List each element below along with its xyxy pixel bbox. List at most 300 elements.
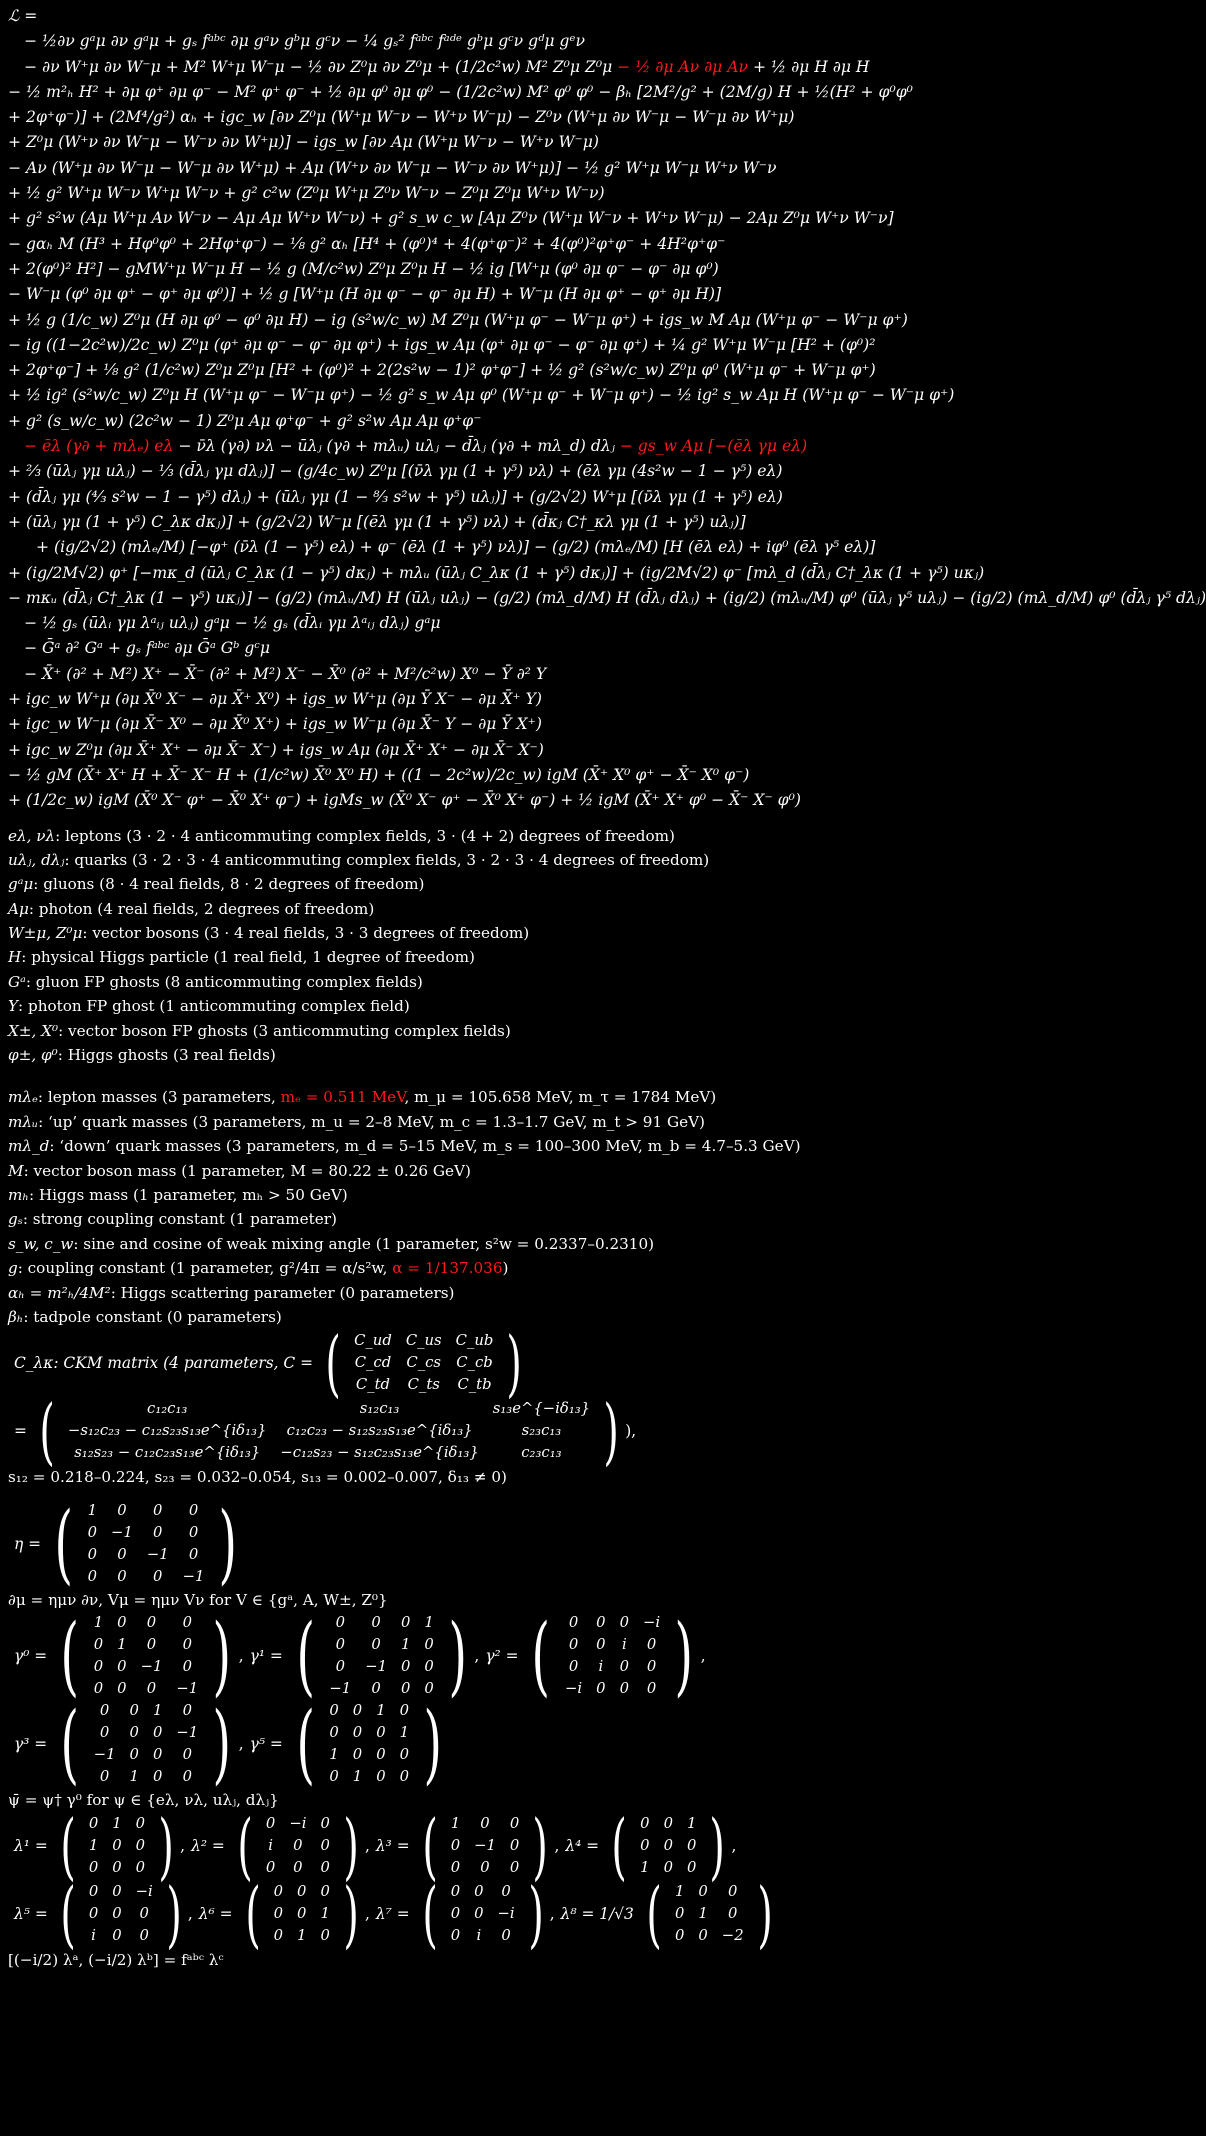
matrix-cell: 0 <box>335 1658 345 1676</box>
ckm-suffix: ), <box>625 1422 637 1441</box>
matrix-cell: 0 <box>663 1815 673 1833</box>
matrix-row <box>87 1612 205 1634</box>
matrix-cell: 1 <box>698 1905 708 1923</box>
separator: , <box>731 1837 737 1856</box>
matrix-cell: 0 <box>568 1658 579 1676</box>
matrix-cell: 0 <box>509 1815 520 1833</box>
separator: , <box>238 1735 244 1754</box>
matrix-cell: 0 <box>265 1815 276 1833</box>
matrix-cell: 0 <box>117 1614 127 1632</box>
right-paren: ) <box>343 1872 359 1957</box>
matrix-cell: 0 <box>87 1523 97 1541</box>
parameter-description: : strong coupling constant (1 parameter) <box>22 1210 337 1229</box>
matrix-cell: 0 <box>88 1859 99 1877</box>
term: − ½ m²ₕ H² + ∂μ φ⁺ ∂μ φ⁻ − M² φ⁺ φ⁻ + ½ ∂μ φ⁰ ∂μ φ⁰ − (1/2c²w) M² φ⁰ φ⁰ − βₕ [2M²/g² + (2M/g) H + ½(H² + φ⁰φ⁰ <box>8 82 913 101</box>
matrix-cell: 0 <box>509 1859 520 1877</box>
matrix-row <box>82 1925 160 1947</box>
matrix-label: λ⁷ = <box>375 1905 410 1924</box>
lagrangian-header: ℒ = <box>8 7 38 25</box>
matrix-cell: −1 <box>329 1680 352 1698</box>
matrix-table <box>444 1881 522 1947</box>
matrix-row <box>267 1903 337 1925</box>
matrix-row <box>87 1700 205 1722</box>
matrix-cell: 1 <box>376 1702 386 1720</box>
matrix-cell: 1 <box>424 1614 434 1632</box>
matrix-cell: 0 <box>646 1658 657 1676</box>
term: + (d̄λⱼ γμ (⁴⁄₃ s²w − 1 − γ⁵) dλⱼ) + (ūλⱼ γμ (1 − ⁸⁄₃ s²w + γ⁵) uλⱼ)] + (g/2√2) W⁺μ [(ν̄λ γμ (1 + γ⁵) eλ) <box>8 487 783 506</box>
matrix-table <box>633 1813 703 1879</box>
matrix-cell: i <box>621 1636 627 1654</box>
field-symbol: Gᵃ <box>8 972 26 991</box>
matrix-cell: 0 <box>182 1658 192 1676</box>
matrix <box>605 1804 731 1889</box>
matrix-cell: 0 <box>146 1636 157 1654</box>
lagrangian-block <box>8 4 1206 814</box>
parameter-description: : sine and cosine of weak mixing angle (1 parameter, s²w = 0.2337–0.2310) <box>73 1234 655 1253</box>
matrix <box>47 1493 245 1594</box>
field-entry <box>8 872 790 896</box>
matrix-cell: 0 <box>371 1614 381 1632</box>
matrix-cell: i <box>476 1927 482 1945</box>
lagrangian-line <box>8 383 955 408</box>
field-entry <box>8 921 790 945</box>
lagrangian-line <box>8 80 913 105</box>
matrix-cell: 0 <box>320 1883 330 1901</box>
lagrangian-line <box>8 232 790 257</box>
field-legend <box>8 824 790 1068</box>
field-entry <box>8 1043 790 1067</box>
term: + 2(φ⁰)² H²] − gMW⁺μ W⁻μ H − ½ g (M/c²w) Z⁰μ Z⁰μ H − ½ ig [W⁺μ (φ⁰ ∂μ φ⁻ − φ⁻ ∂μ φ⁰) <box>8 259 719 278</box>
gell-mann-row-2 <box>8 1872 790 1957</box>
matrix-row <box>558 1612 667 1634</box>
matrix-cell: 0 <box>135 1837 146 1855</box>
matrix-row <box>558 1678 667 1700</box>
term: − X̄⁺ (∂² + M²) X⁺ − X̄⁻ (∂² + M²) X⁻ − X̄⁰ (∂² + M²/c²w) X⁰ − Ȳ ∂² Y <box>24 664 547 683</box>
matrix-cell: 0 <box>293 1837 303 1855</box>
matrix-cell: 0 <box>401 1680 411 1698</box>
matrix-cell: −1 <box>365 1658 387 1676</box>
matrix-row <box>633 1835 703 1857</box>
matrix-cell: 0 <box>509 1837 520 1855</box>
left-paren: ( <box>244 1872 261 1957</box>
matrix-cell: s₁₂s₂₃ − c₁₂c₂₃s₁₃e^{iδ₁₃} <box>74 1444 261 1462</box>
matrix-label: γ⁰ = <box>14 1647 48 1666</box>
term: + (ig/2M√2) φ⁺ [−mκ_d (ūλⱼ C_λκ (1 − γ⁵) dκⱼ) + mλᵤ (ūλⱼ C_λκ (1 + γ⁵) dκⱼ)] + (ig/2M√2) φ⁻ [mλ_d (d̄λⱼ C†_λκ (1 + γ⁵) uκⱼ) <box>8 563 985 582</box>
gamma-matrices-row-2 <box>8 1694 790 1795</box>
parameter-entry <box>8 1134 801 1158</box>
matrix-cell: 0 <box>129 1746 139 1764</box>
matrix-row <box>87 1744 205 1766</box>
matrix-cell: 0 <box>371 1636 381 1654</box>
matrix-row <box>322 1744 416 1766</box>
matrix-cell: 0 <box>568 1636 579 1654</box>
parameter-entry <box>8 1207 790 1231</box>
field-description: : vector bosons (3 · 4 real fields, 3 · 3 degrees of freedom) <box>82 924 530 943</box>
parameter-entry <box>8 1256 790 1280</box>
lagrangian-line <box>8 308 908 333</box>
matrix-cell: 0 <box>450 1905 461 1923</box>
matrix-cell: 1 <box>320 1905 330 1923</box>
left-paren: ( <box>325 1321 341 1406</box>
term: + ½ ∂μ H ∂μ H <box>748 57 870 76</box>
term: − ig ((1−2c²w)/2c_w) Z⁰μ (φ⁺ ∂μ φ⁻ − φ⁻ ∂μ φ⁺) + igs_w Aμ (φ⁺ ∂μ φ⁻ − φ⁻ ∂μ φ⁺) + ¼ g² W⁺μ W⁻μ [H² + (φ⁰)² <box>8 335 876 354</box>
field-symbol: X±, X⁰ <box>8 1021 59 1040</box>
matrix-cell: 0 <box>663 1837 673 1855</box>
matrix-cell: 0 <box>698 1927 708 1945</box>
matrix-row <box>87 1678 205 1700</box>
matrix-cell: 0 <box>152 1746 163 1764</box>
parameter-symbol: s_w, c_w <box>8 1234 74 1253</box>
right-paren: ) <box>756 1872 773 1957</box>
matrix-cell: 0 <box>474 1905 484 1923</box>
matrix-cell: C_tb <box>457 1376 492 1394</box>
matrix-row <box>444 1835 527 1857</box>
parameter-description: : Higgs mass (1 parameter, mₕ > 50 GeV) <box>28 1185 348 1204</box>
parameter-entry <box>8 1110 790 1134</box>
parameter-description-tail: ) <box>502 1259 509 1278</box>
matrix-cell: 0 <box>273 1905 284 1923</box>
right-paren: ) <box>532 1804 549 1889</box>
parameter-symbol: mλₑ <box>8 1088 38 1107</box>
matrix-row <box>259 1857 337 1879</box>
parameter-description: : vector boson mass (1 parameter, M = 80.22 ± 0.26 GeV) <box>23 1161 471 1180</box>
matrix-table <box>668 1881 751 1947</box>
matrix-row <box>668 1925 751 1947</box>
matrix-cell: 1 <box>129 1768 139 1786</box>
matrix-cell: 0 <box>99 1702 110 1720</box>
left-paren: ( <box>532 1606 551 1707</box>
term: − Ḡᵃ ∂² Gᵃ + gₛ fᵃᵇᶜ ∂μ Ḡᵃ Gᵇ gᶜμ <box>24 639 271 658</box>
lagrangian-line <box>8 738 790 763</box>
field-symbol: Aμ <box>8 899 29 918</box>
matrix-row <box>444 1813 527 1835</box>
matrix-row <box>61 1442 597 1464</box>
matrix-cell: −1 <box>93 1746 116 1764</box>
field-symbol: eλ, νλ <box>8 826 56 845</box>
matrix-label: λ⁵ = <box>14 1905 48 1924</box>
matrix-cell: 0 <box>135 1859 146 1877</box>
matrix-cell: 0 <box>320 1859 330 1877</box>
matrix-cell: 0 <box>329 1702 339 1720</box>
matrix-cell: 0 <box>182 1636 192 1654</box>
matrix-cell: 0 <box>146 1614 157 1632</box>
parameter-entry <box>8 1281 790 1305</box>
matrix-row <box>82 1813 152 1835</box>
matrix-cell: 0 <box>352 1746 363 1764</box>
matrix-row <box>267 1881 337 1903</box>
left-paren: ( <box>60 1804 76 1889</box>
matrix-row <box>633 1857 703 1879</box>
matrix-cell: 0 <box>188 1523 199 1541</box>
lagrangian-line <box>8 358 876 383</box>
matrix-cell: 0 <box>596 1680 606 1698</box>
lagrangian-line <box>8 29 790 54</box>
matrix-cell: C_cs <box>406 1354 442 1372</box>
term: + (1/2c_w) igM (X̄⁰ X⁻ φ⁺ − X̄⁰ X⁺ φ⁻) + igMs_w (X̄⁰ X⁻ φ⁺ − X̄⁰ X⁺ φ⁻) + ½ igM (X̄⁺ X⁺ φ⁰ − X̄⁻ X⁻ φ⁰) <box>8 791 801 810</box>
lagrangian-line <box>8 586 1206 611</box>
matrix-cell: 0 <box>297 1905 307 1923</box>
matrix-row <box>347 1374 500 1396</box>
parameter-entry <box>8 1159 790 1183</box>
spacer <box>8 814 790 824</box>
lagrangian-line <box>8 257 790 282</box>
lagrangian-line <box>8 535 876 560</box>
right-paren: ) <box>506 1321 523 1406</box>
matrix-cell: 0 <box>117 1680 127 1698</box>
lagrangian-line <box>8 459 790 484</box>
matrix-row <box>558 1634 667 1656</box>
matrix-cell: 0 <box>182 1614 192 1632</box>
matrix-cell: 0 <box>93 1680 104 1698</box>
parameter-entry <box>8 1232 790 1256</box>
parameter-symbol: gₛ <box>8 1210 23 1229</box>
matrix <box>54 1872 188 1957</box>
field-symbol: gᵃμ <box>8 875 34 894</box>
parameter-description: : ‘up’ quark masses (3 parameters, m_u = 2–8 MeV, m_c = 1.3–1.7 GeV, m_t > 91 GeV) <box>38 1112 705 1131</box>
matrix-cell: 0 <box>619 1658 630 1676</box>
matrix-cell: 0 <box>480 1859 490 1877</box>
matrix-cell: 0 <box>399 1702 410 1720</box>
matrix-cell: 0 <box>329 1768 339 1786</box>
matrix-cell: −1 <box>140 1658 163 1676</box>
term: − ½ gM (X̄⁺ X⁺ H + X̄⁻ X⁻ H + (1/c²w) X̄⁰ X⁰ H) + ((1 − 2c²w)/2c_w) igM (X̄⁺ X⁰ φ⁺ − X̄⁻ X⁰ φ⁻) <box>8 765 750 784</box>
separator: , <box>474 1647 480 1666</box>
parameter-legend <box>8 1085 801 1329</box>
matrix-table <box>82 1881 160 1947</box>
matrix-row <box>87 1634 205 1656</box>
field-description: : vector boson FP ghosts (3 anticommuting complex fields) <box>58 1021 511 1040</box>
highlighted-value: α = 1/137.036 <box>392 1259 503 1278</box>
term: − mκᵤ (d̄λⱼ C†_λκ (1 − γ⁵) uκⱼ)] − (g/2) (mλᵤ/M) H (ūλⱼ uλⱼ) − (g/2) (mλ_d/M) H (d̄λⱼ dλⱼ) + (ig/2) (mλᵤ/M) φ⁰ (ūλⱼ γ⁵ uλⱼ) − (ig/2) (mλ_d/M) φ⁰ (d̄λⱼ γ⁵ dλⱼ) <box>8 588 1206 607</box>
matrix-cell: 0 <box>399 1746 410 1764</box>
matrix-cell: 1 <box>674 1883 685 1901</box>
matrix-row <box>322 1722 416 1744</box>
matrix-cell: 0 <box>112 1883 122 1901</box>
matrix-cell: 0 <box>640 1837 650 1855</box>
matrix-table <box>347 1330 500 1396</box>
matrix-cell: 1 <box>93 1614 104 1632</box>
right-paren: ) <box>343 1804 359 1889</box>
matrix-cell: 1 <box>640 1859 650 1877</box>
term: − Aν (W⁺μ ∂ν W⁻μ − W⁻μ ∂ν W⁺μ) + Aμ (W⁺ν ∂ν W⁻μ − W⁻ν ∂ν W⁺μ)] − ½ g² W⁺μ W⁻μ W⁺ν W⁻ν <box>8 158 777 177</box>
ckm-section <box>8 1321 790 1489</box>
right-paren: ) <box>423 1694 443 1795</box>
matrix-label: γ³ = <box>14 1735 48 1754</box>
matrix-cell: 0 <box>727 1883 738 1901</box>
left-paren: ( <box>60 1606 80 1707</box>
field-symbol: Y <box>8 997 19 1016</box>
matrix-row <box>81 1500 212 1522</box>
right-paren: ) <box>448 1606 467 1707</box>
matrix-cell: 0 <box>112 1905 122 1923</box>
matrix-row <box>82 1835 152 1857</box>
field-description: : leptons (3 · 2 · 4 anticommuting complex fields, 3 · (4 + 2) degrees of freedom) <box>55 826 675 845</box>
field-description: : photon (4 real fields, 2 degrees of freedom) <box>28 899 375 918</box>
matrix <box>33 1389 625 1474</box>
field-description: : gluon FP ghosts (8 anticommuting complex fields) <box>25 972 423 991</box>
matrix-cell: 0 <box>450 1859 461 1877</box>
matrix-cell: 0 <box>480 1815 490 1833</box>
matrix <box>319 1321 529 1406</box>
separator: , <box>180 1837 186 1856</box>
matrix-cell: −i <box>643 1614 661 1632</box>
ckm-label: C_λκ: CKM matrix (4 parameters, C = <box>14 1354 313 1373</box>
matrix-table <box>87 1612 205 1700</box>
parameter-symbol: g <box>8 1259 18 1278</box>
field-description: : Higgs ghosts (3 real fields) <box>57 1046 276 1065</box>
matrix-cell: −i <box>497 1905 515 1923</box>
matrix-cell: 1 <box>88 1837 99 1855</box>
matrix-cell: 0 <box>401 1658 411 1676</box>
matrix-table <box>259 1813 337 1879</box>
matrix <box>239 1872 365 1957</box>
matrix-cell: 1 <box>450 1815 461 1833</box>
lagrangian-line <box>8 333 876 358</box>
matrix-cell: 0 <box>117 1545 127 1563</box>
parameter-symbol: mλᵤ <box>8 1112 39 1131</box>
term: + Z⁰μ (W⁺ν ∂ν W⁻μ − W⁻ν ∂ν W⁺μ)] − igs_w [∂ν Aμ (W⁺μ W⁻ν − W⁺ν W⁻μ) <box>8 133 599 152</box>
lagrangian-line <box>8 636 790 661</box>
matrix-cell: 0 <box>112 1837 122 1855</box>
matrix-cell: 0 <box>474 1883 484 1901</box>
matrix-cell: 0 <box>117 1501 127 1519</box>
matrix-cell: 0 <box>188 1501 199 1519</box>
matrix-cell: 0 <box>146 1680 157 1698</box>
matrix-cell: 0 <box>99 1768 110 1786</box>
left-paren: ( <box>237 1804 253 1889</box>
matrix-cell: 1 <box>152 1702 163 1720</box>
matrix-cell: −1 <box>474 1837 496 1855</box>
matrix-cell: C_ts <box>407 1376 440 1394</box>
matrix-cell: 0 <box>117 1658 127 1676</box>
matrix-row <box>87 1722 205 1744</box>
matrix-row <box>81 1566 212 1588</box>
matrix <box>231 1804 365 1889</box>
matrix-cell: 1 <box>297 1927 307 1945</box>
parameter-entry <box>8 1183 790 1207</box>
matrix <box>416 1804 555 1889</box>
matrix-cell: 0 <box>153 1567 163 1585</box>
term: + 2φ⁺φ⁻)] + (2M⁴/g²) αₕ + igc_w [∂ν Z⁰μ (W⁺μ W⁻ν − W⁺ν W⁻μ) − Z⁰ν (W⁺μ ∂ν W⁻μ − W⁻μ ∂ν W⁺μ) <box>8 108 795 127</box>
field-entry <box>8 994 790 1018</box>
matrix-cell: 1 <box>399 1724 410 1742</box>
matrix-cell: −2 <box>721 1927 744 1945</box>
matrix-cell: 0 <box>117 1567 127 1585</box>
matrix-row <box>444 1903 522 1925</box>
matrix-cell: 0 <box>329 1724 339 1742</box>
matrix-cell: 0 <box>501 1883 511 1901</box>
matrix-cell: C_ub <box>455 1332 494 1350</box>
term: + ½ g (1/c_w) Z⁰μ (H ∂μ φ⁰ − φ⁰ ∂μ H) − ig (s²w/c_w) M Z⁰μ (W⁺μ φ⁻ − W⁻μ φ⁺) + igs_w M Aμ (W⁺μ φ⁻ − W⁻μ φ⁺) <box>8 310 908 329</box>
left-paren: ( <box>60 1694 80 1795</box>
separator: , <box>554 1837 560 1856</box>
matrix <box>524 1606 700 1707</box>
parameter-description-tail: , m_μ = 105.658 MeV, m_τ = 1784 MeV) <box>404 1088 717 1107</box>
parameter-symbol: αₕ = m²ₕ/4M² <box>8 1283 111 1302</box>
matrix-cell: 0 <box>182 1702 192 1720</box>
lagrangian-line <box>8 55 870 80</box>
matrix-cell: 0 <box>335 1636 345 1654</box>
matrix-table <box>61 1398 597 1464</box>
matrix-cell: 0 <box>376 1724 386 1742</box>
right-paren: ) <box>212 1606 232 1707</box>
ckm-explicit-row <box>8 1389 790 1474</box>
matrix-row <box>87 1766 205 1788</box>
matrix-cell: i <box>268 1837 273 1855</box>
left-paren: ( <box>421 1872 438 1957</box>
commutator-relation: [(−i/2) λᵃ, (−i/2) λᵇ] = fᵃᵇᶜ λᶜ <box>8 1951 224 1970</box>
matrix-cell: s₁₂c₁₃ <box>359 1400 400 1418</box>
matrix-cell: 0 <box>640 1815 650 1833</box>
matrix-cell: 0 <box>188 1545 199 1563</box>
matrix-table <box>322 1612 440 1700</box>
separator: , <box>238 1647 244 1666</box>
right-paren: ) <box>603 1389 619 1474</box>
matrix-cell: 0 <box>139 1905 149 1923</box>
metric-row <box>8 1493 790 1594</box>
term: − ½∂ν gᵃμ ∂ν gᵃμ + gₛ fᵃᵇᶜ ∂μ gᵃν gᵇμ gᶜν − ¼ gₛ² fᵃᵇᶜ fᵃᵈᵉ gᵇμ gᶜν gᵈμ gᵉν <box>24 32 585 51</box>
matrix-label: γ² = <box>485 1647 519 1666</box>
left-paren: ( <box>296 1606 315 1707</box>
term: + 2φ⁺φ⁻] + ⅛ g² (1/c²w) Z⁰μ Z⁰μ [H² + (φ⁰)² + 2(2s²w − 1)² φ⁺φ⁻] + ½ g² (s²w/c_w) Z⁰μ φ⁰ (W⁺μ φ⁻ + W⁻μ φ⁺) <box>8 361 876 380</box>
matrix-cell: 0 <box>596 1636 606 1654</box>
lagrangian-line <box>8 662 790 687</box>
matrix-row <box>347 1352 500 1374</box>
field-entry <box>8 824 790 848</box>
matrix-cell: 1 <box>87 1501 97 1519</box>
matrix-cell: 0 <box>424 1680 434 1698</box>
matrix-label: γ¹ = <box>249 1647 283 1666</box>
right-paren: ) <box>218 1493 238 1594</box>
matrix-cell: 0 <box>112 1927 122 1945</box>
matrix-table <box>82 1813 152 1879</box>
left-paren: ( <box>296 1694 315 1795</box>
left-paren: ( <box>646 1872 662 1957</box>
matrix-cell: 0 <box>153 1523 163 1541</box>
parameter-symbol: M <box>8 1161 24 1180</box>
separator: , <box>700 1647 706 1666</box>
matrix-cell: 1 <box>352 1768 363 1786</box>
highlighted-value: mₑ = 0.511 MeV <box>280 1088 405 1107</box>
matrix-cell: 0 <box>153 1501 163 1519</box>
matrix-cell: 0 <box>687 1859 697 1877</box>
matrix-row <box>322 1612 440 1634</box>
parameter-description: : Higgs scattering parameter (0 parameters) <box>110 1283 455 1302</box>
lagrangian-line <box>8 409 790 434</box>
matrix-cell: 0 <box>596 1614 606 1632</box>
matrix-table <box>81 1500 212 1588</box>
matrix-cell: 0 <box>727 1905 738 1923</box>
matrix-row <box>267 1925 337 1947</box>
matrix-cell: 0 <box>152 1724 163 1742</box>
right-paren: ) <box>158 1804 174 1889</box>
lagrangian-line <box>8 485 790 510</box>
term: + g² (s_w/c_w) (2c²w − 1) Z⁰μ Aμ φ⁺φ⁻ + g² s²w Aμ Aμ φ⁺φ⁻ <box>8 411 482 430</box>
lagrangian-line <box>8 282 790 307</box>
matrix-row <box>259 1835 337 1857</box>
matrix-cell: i <box>91 1927 96 1945</box>
matrix <box>54 1804 180 1889</box>
matrix-cell: C_us <box>405 1332 442 1350</box>
matrix-cell: −c₁₂s₂₃ − s₁₂c₂₃s₁₃e^{iδ₁₃} <box>280 1444 479 1462</box>
term: + (ig/2√2) (mλₑ/M) [−φ⁺ (ν̄λ (1 − γ⁵) eλ) + φ⁻ (ēλ (1 + γ⁵) νλ)] − (g/2) (mλₑ/M) [H (ēλ eλ) + iφ⁰ (ēλ γ⁵ eλ)] <box>36 538 876 557</box>
term: + (ūλⱼ γμ (1 + γ⁵) C_λκ dκⱼ)] + (g/2√2) W⁻μ [(ēλ γμ (1 + γ⁵) νλ) + (d̄κⱼ C†_κλ γμ (1 + γ⁵) uλⱼ)] <box>8 512 746 531</box>
matrix-cell: 0 <box>129 1702 139 1720</box>
separator: , <box>364 1837 370 1856</box>
term: + ½ ig² (s²w/c_w) Z⁰μ H (W⁺μ φ⁻ − W⁻μ φ⁺) − ½ g² s_w Aμ φ⁰ (W⁺μ φ⁻ + W⁻μ φ⁺) − ½ ig² s_w Aμ H (W⁺μ φ⁻ − W⁻μ φ⁺) <box>8 386 955 405</box>
matrix-cell: 0 <box>88 1815 99 1833</box>
matrix-cell: s₁₃e^{−iδ₁₃} <box>492 1400 591 1418</box>
